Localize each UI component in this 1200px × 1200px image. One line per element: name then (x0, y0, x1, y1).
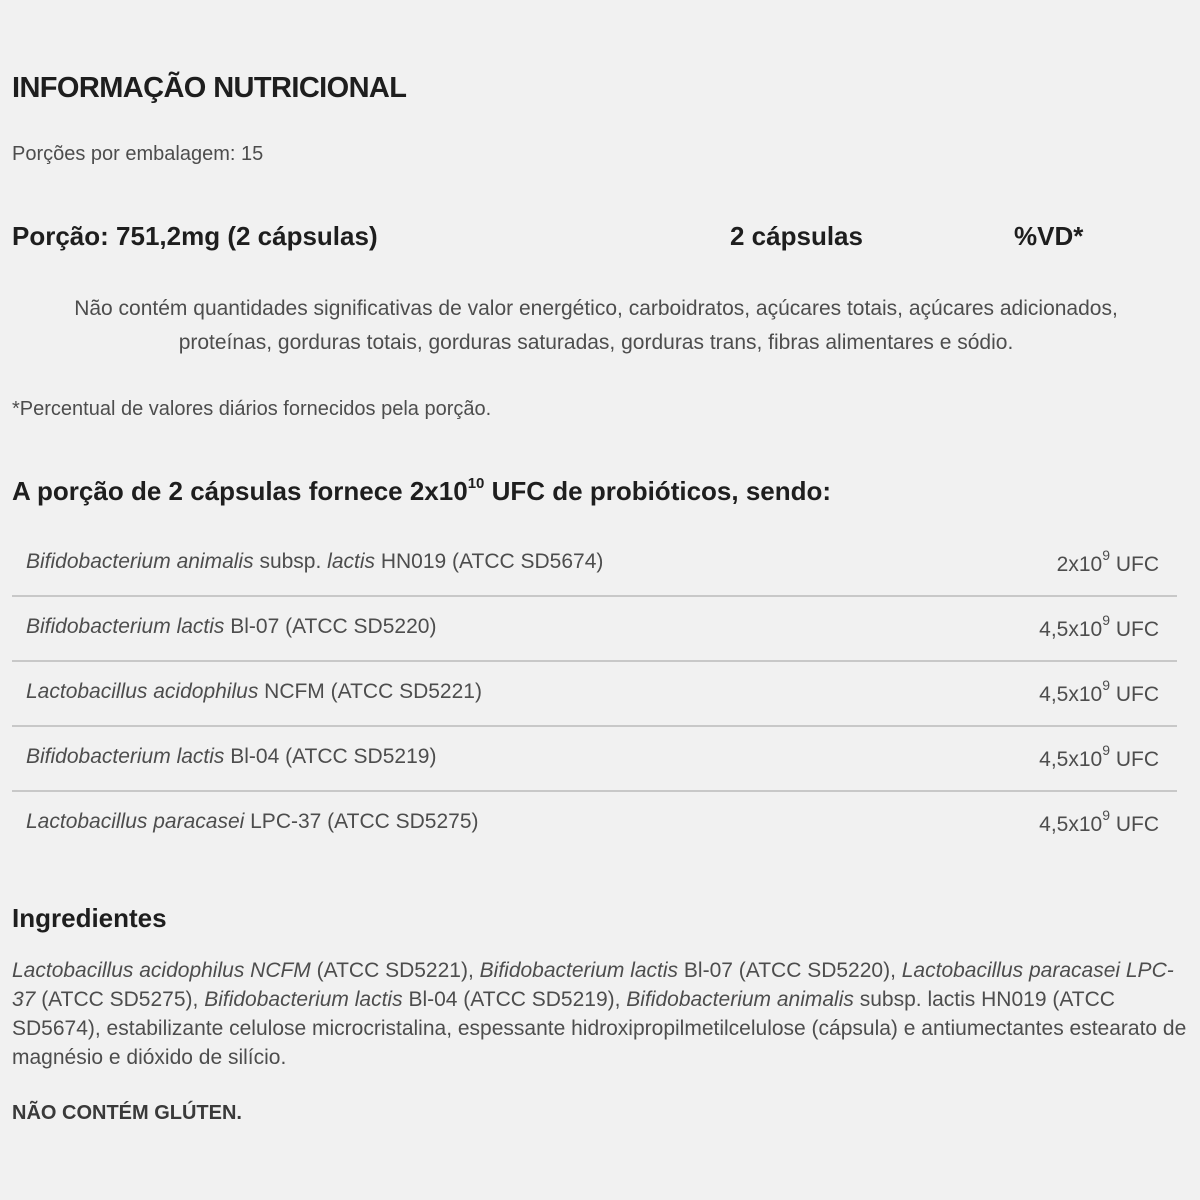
gluten-notice: NÃO CONTÉM GLÚTEN. (12, 1102, 242, 1124)
ingredient-italic: Bifidobacterium lactis (479, 959, 679, 982)
strain-name (26, 745, 436, 769)
strain-value-unit: UFC (1110, 553, 1159, 576)
strain-table (12, 532, 1177, 855)
ingredient-italic: Bifidobacterium animalis (626, 988, 854, 1011)
strain-value-exponent: 9 (1102, 677, 1110, 693)
strain-value-base: 4,5x10 (1039, 618, 1103, 641)
strain-value (1039, 677, 1159, 707)
strain-value-exponent: 9 (1102, 547, 1110, 563)
table-row (12, 597, 1177, 662)
ingredient-italic: Lactobacillus acidophilus NCFM (12, 959, 311, 982)
nutrient-notice: Não contém quantidades significativas de valor energético, carboidratos, açúcares totais, açúcares adicionados, proteínas, gorduras totais, gorduras saturadas, gorduras trans, fibras alimentares e sódio. (74, 297, 1118, 354)
daily-value-footnote: *Percentual de valores diários fornecidos pela porção. (12, 398, 492, 420)
strain-genus: Lactobacillus acidophilus (26, 680, 259, 703)
portion-column-vd: %VD* (1014, 221, 1084, 251)
ingredient-plain: Bl-04 (ATCC SD5219), (402, 988, 627, 1011)
strain-rest: Bl-07 (ATCC SD5220) (224, 615, 437, 638)
ingredient-italic: Lactobacillus paracasei LPC-37 (12, 959, 1174, 1011)
strain-value-unit: UFC (1110, 618, 1159, 641)
strain-name (26, 550, 603, 574)
table-row (12, 662, 1177, 727)
portion-header-row (12, 221, 1182, 255)
probiotics-heading-text: A porção de 2 cápsulas fornece 2x10 (12, 476, 468, 506)
table-row (12, 532, 1177, 597)
strain-value (1039, 742, 1159, 772)
strain-name (26, 680, 482, 704)
strain-rest: LPC-37 (ATCC SD5275) (244, 810, 479, 833)
strain-genus: Bifidobacterium animalis (26, 550, 254, 573)
strain-value-base: 4,5x10 (1039, 813, 1103, 836)
servings-per-package: Porções por embalagem: 15 (12, 143, 264, 165)
page-title: INFORMAÇÃO NUTRICIONAL (12, 72, 407, 104)
strain-name (26, 615, 436, 639)
strain-name (26, 810, 479, 834)
strain-value-unit: UFC (1110, 683, 1159, 706)
ingredient-plain: subsp. lactis HN019 (ATCC SD5674), estabilizante celulose microcristalina, espessante hidroxipropilmetilcelulose (cápsula) e antiumectantes estearato de magnésio e dióxido de silício. (12, 988, 1187, 1069)
strain-value-base: 4,5x10 (1039, 683, 1103, 706)
strain-value-unit: UFC (1110, 748, 1159, 771)
strain-genus: Bifidobacterium lactis (26, 615, 225, 638)
ingredient-plain: (ATCC SD5221), (310, 959, 480, 982)
strain-value-exponent: 9 (1102, 742, 1110, 758)
ingredients-heading: Ingredientes (12, 903, 167, 933)
strain-value-unit: UFC (1110, 813, 1159, 836)
ingredient-italic: Bifidobacterium lactis (204, 988, 403, 1011)
probiotics-heading (12, 476, 831, 507)
strain-species: lactis (327, 550, 376, 573)
strain-rest: Bl-04 (ATCC SD5219) (224, 745, 437, 768)
strain-value-exponent: 9 (1102, 807, 1110, 823)
strain-value (1056, 547, 1159, 577)
table-row (12, 727, 1177, 792)
ingredient-plain: (ATCC SD5275), (35, 988, 205, 1011)
strain-middle: subsp. (253, 550, 328, 573)
strain-value (1039, 612, 1159, 642)
portion-label: Porção: 751,2mg (2 cápsulas) (12, 221, 378, 251)
ingredient-plain: Bl-07 (ATCC SD5220), (678, 959, 902, 982)
table-row (12, 792, 1177, 855)
ingredients-text (12, 956, 1187, 1072)
strain-rest: HN019 (ATCC SD5674) (375, 550, 604, 573)
strain-value-exponent: 9 (1102, 612, 1110, 628)
portion-column-capsules: 2 cápsulas (730, 221, 863, 251)
strain-value-base: 2x10 (1056, 553, 1103, 576)
strain-rest: NCFM (ATCC SD5221) (258, 680, 482, 703)
strain-genus: Bifidobacterium lactis (26, 745, 225, 768)
strain-genus: Lactobacillus paracasei (26, 810, 245, 833)
strain-value-base: 4,5x10 (1039, 748, 1103, 771)
probiotics-heading-exponent: 10 (467, 475, 485, 493)
strain-value (1039, 807, 1159, 837)
probiotics-heading-suffix: UFC de probióticos, sendo: (484, 476, 832, 506)
